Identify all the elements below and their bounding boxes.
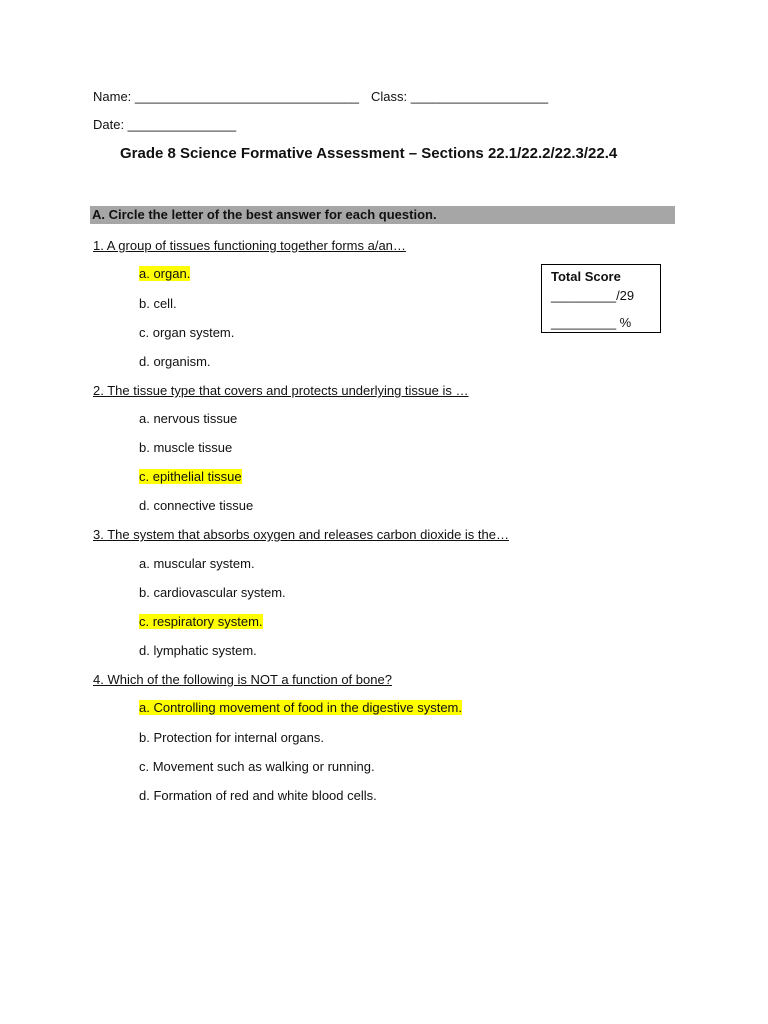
question-1-option-a: a. organ. [139,266,191,281]
section-heading-bar [90,206,675,224]
question-4-option-a: a. Controlling movement of food in the digestive system. [139,700,462,715]
date-field-label: Date: _______________ [93,117,237,132]
question-3-option-b: b. cardiovascular system. [139,585,286,600]
question-2-option-a: a. nervous tissue [139,411,238,426]
question-2-option-b: b. muscle tissue [139,440,233,455]
score-percent-blank: _________ % [551,315,632,330]
question-1-option-c: c. organ system. [139,325,235,340]
question-4-text: 4. Which of the following is NOT a function of bone? [93,672,392,687]
question-3-option-c: c. respiratory system. [139,614,263,629]
section-heading: A. Circle the letter of the best answer for each question. [92,207,437,222]
total-score-box [541,264,661,333]
score-out-of-blank: _________/29 [551,288,635,303]
question-4-option-b: b. Protection for internal organs. [139,730,324,745]
name-field-label: Name: _______________________________ [93,89,360,104]
question-3-option-d: d. lymphatic system. [139,643,257,658]
question-1-option-b: b. cell. [139,296,177,311]
question-2-text: 2. The tissue type that covers and protects underlying tissue is … [93,383,469,398]
class-field-label: Class: ___________________ [371,89,549,104]
question-1-option-d: d. organism. [139,354,211,369]
question-3-option-a: a. muscular system. [139,556,255,571]
question-3-text: 3. The system that absorbs oxygen and releases carbon dioxide is the… [93,527,509,542]
question-4-option-c: c. Movement such as walking or running. [139,759,375,774]
question-4-option-d: d. Formation of red and white blood cells. [139,788,377,803]
total-score-title: Total Score [551,269,621,284]
page-title: Grade 8 Science Formative Assessment – Sections 22.1/22.2/22.3/22.4 [120,145,618,162]
question-2-option-d: d. connective tissue [139,498,254,513]
question-2-option-c: c. epithelial tissue [139,469,242,484]
question-1-text: 1. A group of tissues functioning together forms a/an… [93,238,406,253]
